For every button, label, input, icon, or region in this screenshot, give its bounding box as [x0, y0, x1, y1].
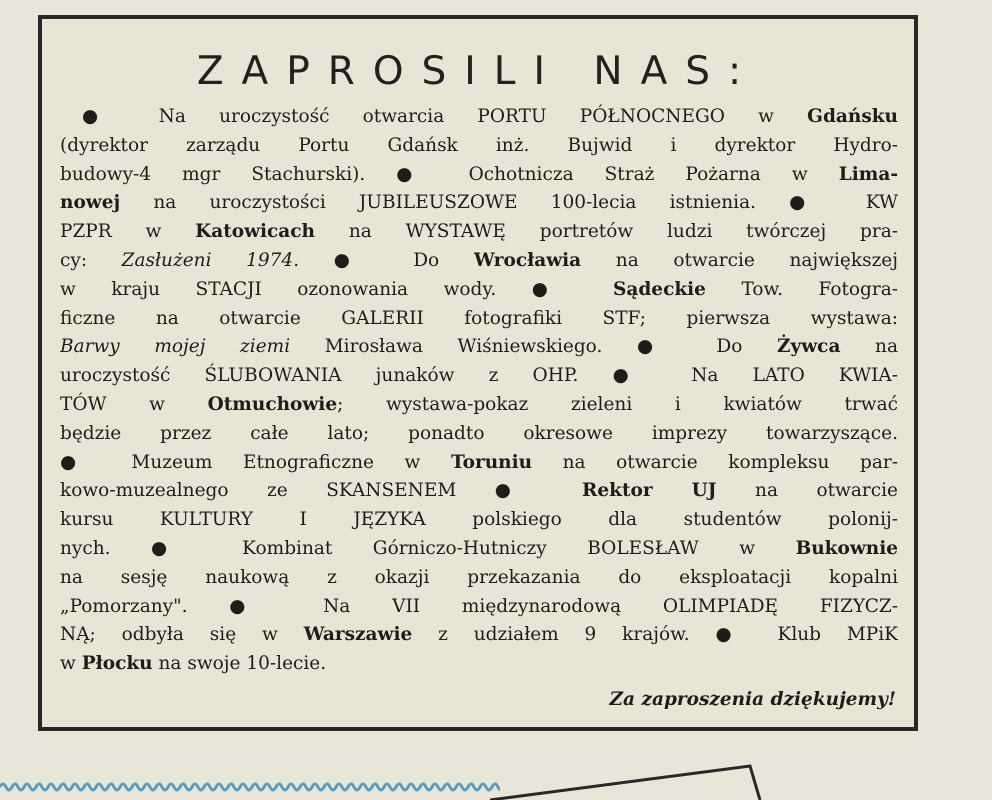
text-line [60, 650, 898, 679]
text-segment: w kraju STACJI ozonowania wody. ● [60, 278, 614, 300]
text-segment: na otwarcie [716, 480, 898, 502]
article-body [60, 103, 898, 679]
text-segment: „Pomorzany". ● Na VII międzynarodową OLIMPIADĘ FIZYCZ- [60, 595, 898, 617]
text-line [60, 535, 898, 564]
text-segment: TÓW w [60, 393, 208, 415]
text-line [60, 564, 898, 593]
text-segment: ; wystawa-pokaz zieleni i kwiatów trwać [337, 393, 898, 415]
text-line [60, 247, 898, 276]
text-segment: Gdańsku [807, 106, 898, 127]
text-segment: będzie przez całe lato; ponadto okresowe imprezy towarzyszące. [60, 422, 898, 444]
decorative-wave [0, 780, 500, 794]
text-segment: cy: [60, 249, 122, 271]
text-segment: Otmuchowie [207, 393, 338, 415]
text-segment: (dyrektor zarządu Portu Gdańsk inż. Bujwid i dyrektor Hydro- [60, 134, 898, 156]
text-segment: Wrocławia [473, 249, 582, 271]
signature-text: Za zaproszenia dziękujemy! [609, 689, 896, 710]
text-segment: Rektor UJ [582, 480, 717, 502]
text-segment: nych. ● Kombinat Górniczo-Hutniczy BOLESŁAW w [60, 537, 796, 559]
text-line [60, 189, 898, 218]
text-line [60, 161, 898, 190]
text-line [60, 132, 898, 161]
text-segment: Sądeckie [613, 278, 706, 300]
text-segment: nowej [60, 192, 121, 214]
text-segment: w [60, 653, 82, 675]
text-line [60, 276, 898, 305]
text-segment: na uroczystości JUBILEUSZOWE 100-lecia istnienia. ● KW [120, 192, 898, 214]
text-segment: ● Muzeum Etnograficzne w [60, 451, 451, 473]
text-segment: Mirosława Wiśniewskiego. ● Do [290, 336, 777, 358]
text-segment: . ● Do [293, 249, 474, 271]
text-line [60, 305, 898, 334]
text-segment: Żywca [777, 336, 841, 358]
text-line [60, 218, 898, 247]
announcement-box [38, 15, 918, 731]
text-line [60, 449, 898, 478]
text-segment: na otwarcie największej [581, 249, 898, 271]
text-segment: kursu KULTURY I JĘZYKA polskiego dla studentów polonij- [60, 509, 898, 531]
decorative-shape [490, 760, 910, 800]
text-line [60, 621, 898, 650]
text-segment: Płocku [81, 653, 153, 675]
text-segment: na otwarcie kompleksu par- [532, 451, 898, 473]
text-segment: na WYSTAWĘ portretów ludzi twórczej pra- [315, 221, 898, 243]
text-line [60, 391, 898, 420]
text-line [60, 362, 898, 391]
text-segment: NĄ; odbyła się w [60, 624, 304, 646]
text-line [60, 477, 898, 506]
text-segment: Zasłużeni 1974 [121, 249, 294, 271]
text-segment: Warszawie [303, 624, 413, 646]
text-segment: PZPR w [60, 221, 196, 243]
page-title: ZAPROSILI NAS: [196, 49, 760, 94]
text-line [60, 333, 898, 362]
text-segment: kowo-muzealnego ze SKANSENEM ● [60, 480, 583, 502]
text-segment: na sesję naukową z okazji przekazania do eksploatacji kopalni [60, 566, 898, 588]
text-segment: Katowicach [195, 221, 316, 243]
text-line [60, 103, 898, 132]
text-segment: z udziałem 9 krajów. ● Klub MPiK [412, 624, 898, 646]
text-segment: Lima- [838, 163, 898, 185]
text-segment: ● Na uroczystość otwarcia PORTU PÓŁNOCNEGO w [82, 106, 808, 127]
text-segment: Toruniu [450, 451, 533, 473]
text-segment: Barwy mojej ziemi [60, 336, 291, 358]
text-segment: na swoje 10-lecie. [152, 653, 327, 675]
text-segment: budowy-4 mgr Stachurski). ● Ochotnicza Straż Pożarna w [60, 163, 839, 185]
text-line [60, 506, 898, 535]
text-line [60, 593, 898, 622]
text-segment: Bukownie [795, 537, 898, 559]
text-segment: na [840, 336, 898, 358]
text-segment: Tow. Fotogra- [705, 278, 898, 300]
text-line [60, 420, 898, 449]
text-segment: ficzne na otwarcie GALERII fotografiki STF; pierwsza wystawa: [60, 307, 898, 329]
text-segment: uroczystość ŚLUBOWANIA junaków z OHP. ● Na LATO KWIA- [60, 365, 898, 387]
